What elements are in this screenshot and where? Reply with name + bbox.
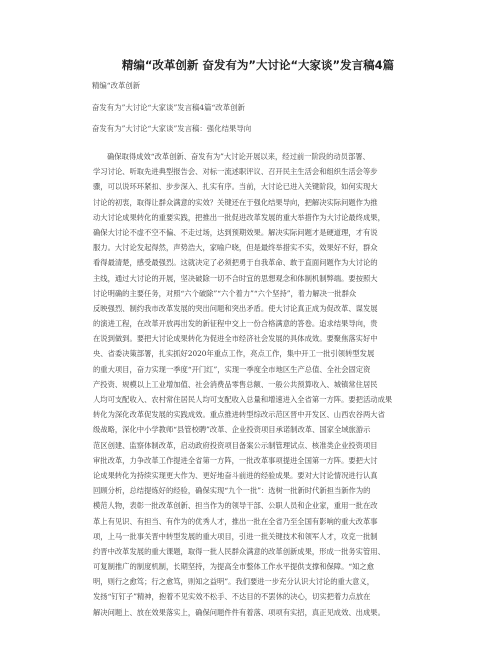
body-line: 模范人物，表彰一批改革创新、担当作为的领导干部、公职人员和企业家，重用一批在改 [93, 501, 378, 511]
body-line: 讨论的初衷，取得让群众满意的实效？关键还在于强化结果导向，把解决实际问题作为推 [93, 197, 378, 207]
body-line: 转化为深化改革促发展的实践成效。重点推进转型综改示范区晋中开发区、山西农谷两大省 [93, 410, 385, 420]
body-line: 看得最清楚，感受最强烈。这就决定了必须把勇于自我革命、敢于直面问题作为大讨论的 [93, 258, 378, 268]
body-line: 讨论明确的主要任务，对照“六个破除”“六个着力”“六个坚持”，着力解决一批群众 [93, 288, 357, 298]
body-line: 约晋中改革发展的重大课题，取得一批人民群众满意的改革创新成果，形成一批务实管用、 [93, 546, 385, 556]
body-line: 骤，可以说环环紧扣、步步深入、扎实有序。当前，大讨论已进入关键阶段，如何实现大 [93, 182, 378, 192]
body-line: 论成果转化为持续实现更大作为、更好地奋斗前进的经验成果。要对大讨论情况进行认真 [93, 470, 378, 480]
body-line: 解决问题上、放在效果落实上，确保问题件件有着落、项项有实招，真正见成效、出成果。 [93, 607, 385, 617]
body-line: 反映强烈、制约我市改革发展的突出问题和突出矛盾。使大讨论真正成为促改革、谋发展 [93, 303, 378, 313]
body-line: 动大讨论成果转化的重要实践，把推出一批促进改革发展的重大举措作为大讨论最终成果， [93, 212, 385, 222]
subtitle-line: 奋发有为”大讨论“大家谈”发言稿：强化结果导向 [92, 124, 252, 133]
body-line: 的演进工程，在改革开放再出发的新征程中交上一份合格满意的答卷。追求结果导向，贵 [93, 319, 378, 329]
body-paragraph [93, 149, 413, 620]
body-line: 在说到做到。要把大讨论成果转化为促进全市经济社会发展的具体成效。要聚焦落实好中 [93, 334, 378, 344]
body-line: 项，上马一批事关晋中转型发展的重大项目，引进一批关键技术和领军人才，攻克一批制 [93, 531, 378, 541]
body-line: 主线，通过大讨论的开展，坚决破除一切不合时宜的思想观念和体制机制弊端。要按照大 [93, 273, 378, 283]
body-line: 服力。大讨论发起得然，声势浩大，家喻户晓，但是最终举措实不实，效果好不好，群众 [93, 243, 378, 253]
body-line: 审批改革，力争改革工作提进全省第一方阵，一批改革事项提进全国第一方阵。要把大讨 [93, 455, 378, 465]
subtitle-line: 精编“改革创新 [92, 81, 141, 90]
body-line: 级战略，深化中小学教师“县管校聘”改革、企业投资项目承诺制改革、国家全域旅游示 [93, 425, 371, 435]
document-title: 精编“改革创新 奋发有为”大讨论“大家谈”发言稿4篇 [121, 58, 395, 72]
body-line: 产投资、规模以上工业增加值、社会消费品零售总额、一般公共预算收入、城镇常住居民 [93, 379, 378, 389]
body-line: 确保取得成效“改革创新、奋发有为”大讨论开展以来，经过前一阶段的动员部署、 [107, 152, 370, 161]
body-line: 明，则行之愈笃；行之愈笃，则知之益明”。我们要进一步充分认识大讨论的重大意义， [93, 577, 375, 587]
body-line: 人均可支配收入、农村常住居民人均可支配收入总量和增速进入全省第一方阵。要把活动成果 [93, 395, 393, 404]
body-line: 范区创建、监察体制改革，启动政府投资项目备案公示制管理试点、核准类企业投资项目 [93, 440, 378, 450]
body-line: 回顾分析，总结提炼好的经验，确保实现“九个一批”：选树一批新时代新担当新作为的 [93, 486, 371, 496]
body-line: 可复制推广的制度机制，长期坚持，为提高全市整体工作水平提供支撑和保障。“知之愈 [93, 562, 375, 572]
body-line: 发扬“钉钉子”精神，抱着不见实效不松手、不达目的不罢休的决心，切实把着力点放在 [93, 592, 371, 602]
body-line: 的重大项目，奋力实现一季度“开门红”，实现一季度全市地区生产总值、全社会固定资 [93, 364, 371, 374]
body-line: 央、省委决策部署，扎实抓好2020年重点工作，亮点工作，集中开工一批引领转型发展 [93, 349, 375, 359]
body-line: 确保大讨论不虚不空不偏、不走过场，达到预期效果。解决实际问题才是硬道理，才有说 [93, 227, 378, 237]
body-line: 革上有见识、有担当、有作为的优秀人才，推出一批在全省乃至全国有影响的重大改革事 [93, 516, 378, 526]
subtitle-line: 奋发有为”大讨论“大家谈”发言稿4篇“改革创新 [92, 103, 245, 112]
body-line: 学习讨论、听取先进典型报告会、对标一流述职评议、召开民主生活会和组织生活会等步 [93, 167, 378, 177]
